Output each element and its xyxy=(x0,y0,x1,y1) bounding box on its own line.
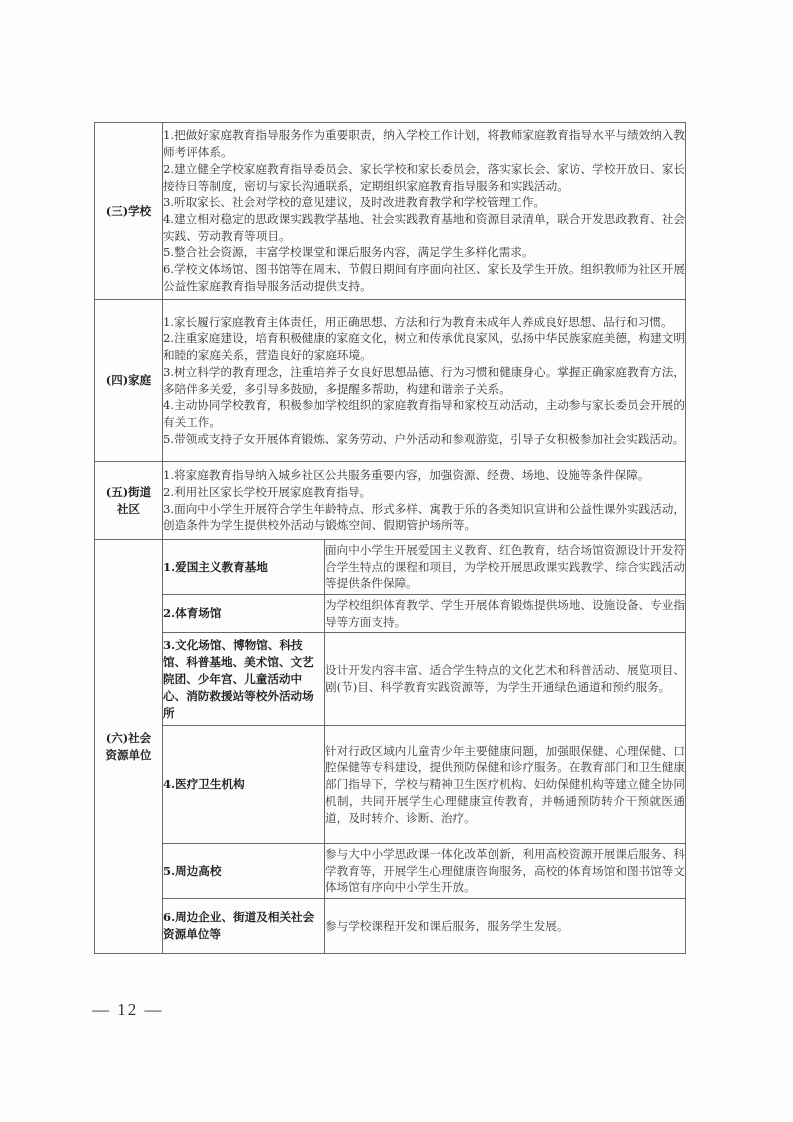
category-label-school: (三)学校 xyxy=(95,123,163,300)
list-item: 2.建立健全学校家庭教育指导委员会、家长学校和家长委员会，落实家长会、家访、学校开放日、家长接待日等制度，密切与家长沟通联系，定期组织家庭教育指导服务和实践活动。 xyxy=(163,161,685,193)
family-duties xyxy=(163,300,686,462)
school-duties xyxy=(163,123,686,300)
category-label-line: (六)社会 xyxy=(105,730,152,745)
resource-name: 5.周边高校 xyxy=(163,844,325,899)
list-item: 3.听取家长、社会对学校的意见建议，及时改进教育教学和学校管理工作。 xyxy=(163,195,546,210)
list-item: 6.学校文体场馆、图书馆等在周末、节假日期间有序面向社区、家长及学生开放。组织教师为社区开展公益性家庭教育指导服务活动提供支持。 xyxy=(163,262,685,293)
category-label-family: (四)家庭 xyxy=(95,300,163,462)
list-item: 3.面向中小学生开展符合学生年龄特点、形式多样、寓教于乐的各类知识宣讲和公益性课外实践活动，创造条件为学生提供校外活动与锻炼空间、假期管护场所等。 xyxy=(163,501,685,533)
list-item: 1.将家庭教育指导纳入城乡社区公共服务重要内容，加强资源、经费、场地、设施等条件保障。 xyxy=(163,468,650,483)
resource-desc: 为学校组织体育教学、学生开展体育锻炼提供场地、设施设备、专业指导等方面支持。 xyxy=(325,595,686,633)
table-row-social-resource xyxy=(95,899,686,954)
resource-desc: 设计开发内容丰富、适合学生特点的文化艺术和科普活动、展览项目、剧(节)目、科学教育实践资源等，为学生开通绿色通道和预约服务。 xyxy=(325,633,686,726)
category-label-line: (五)街道 xyxy=(105,484,152,499)
table-row-social-resource xyxy=(95,726,686,844)
resource-desc: 面向中小学生开展爱国主义教育、红色教育，结合场馆资源设计开发符合学生特点的课程和项目，为学校开展思政课实践教学、综合实践活动等提供条件保障。 xyxy=(325,540,686,595)
table-row-social-resource xyxy=(95,633,686,726)
list-item: 5.带领或支持子女开展体育锻炼、家务劳动、户外活动和参观游览，引导子女积极参加社会实践活动。 xyxy=(163,431,685,446)
list-item: 1.把做好家庭教育指导服务作为重要职责，纳入学校工作计划，将教师家庭教育指导水平与绩效纳入教师考评体系。 xyxy=(163,128,685,160)
resource-name: 3.文化场馆、博物馆、科技馆、科普基地、美术馆、文艺院团、少年宫、儿童活动中心、消防救援站等校外活动场所 xyxy=(163,633,325,726)
category-label-line: 社区 xyxy=(117,501,140,516)
list-item: 4.主动协同学校教育，积极参加学校组织的家庭教育指导和家校互动活动，主动参与家长委员会开展的有关工作。 xyxy=(163,398,685,429)
page-number: — 12 — xyxy=(92,1000,164,1019)
resource-desc: 针对行政区域内儿童青少年主要健康问题，加强眼保健、心理保健、口腔保健等专科建设，提供预防保健和诊疗服务。在教育部门和卫生健康部门指导下，学校与精神卫生医疗机构、妇幼保健机构等建立健全协同机制，共同开展学生心理健康宣传教育，并畅通预防转介干预就医通道，及时转介、诊断、治疗。 xyxy=(325,726,686,844)
table-row-social-resource xyxy=(95,844,686,899)
list-item: 3.树立科学的教育理念，注重培养子女良好思想品德、行为习惯和健康身心。掌握正确家庭教育方法，多陪伴多关爱，多引导多鼓励，多提醒多帮助，构建和谐亲子关系。 xyxy=(163,364,685,396)
table-row-school xyxy=(95,123,686,300)
resource-desc: 参与学校课程开发和课后服务，服务学生发展。 xyxy=(325,899,686,954)
table-row-family xyxy=(95,300,686,462)
list-item: 5.整合社会资源，丰富学校课堂和课后服务内容，满足学生多样化需求。 xyxy=(163,245,534,260)
table-row-social-resource xyxy=(95,595,686,633)
category-label-community xyxy=(95,462,163,540)
resource-name: 4.医疗卫生机构 xyxy=(163,726,325,844)
list-item: 4.建立相对稳定的思政课实践教学基地、社会实践教育基地和资源目录清单，联合开发思政教育、社会实践、劳动教育等项目。 xyxy=(163,212,685,243)
resource-name: 2.体育场馆 xyxy=(163,595,325,633)
category-label-social-resource xyxy=(95,540,163,954)
list-item: 2.注重家庭建设，培育积极健康的家庭文化，树立和传承优良家风，弘扬中华民族家庭美德，构建文明和睦的家庭关系，营造良好的家庭环境。 xyxy=(163,331,685,363)
resource-name: 1.爱国主义教育基地 xyxy=(163,540,325,595)
list-item: 2.利用社区家长学校开展家庭教育指导。 xyxy=(163,484,372,499)
responsibility-table xyxy=(94,122,686,954)
resource-desc: 参与大中小学思政课一体化改革创新，利用高校资源开展课后服务、科学教育等，开展学生心理健康咨询服务，高校的体育场馆和图书馆等文体场馆有序向中小学生开放。 xyxy=(325,844,686,899)
table-row-community xyxy=(95,462,686,540)
category-label-line: 资源单位 xyxy=(105,747,152,762)
list-item: 1.家长履行家庭教育主体责任，用正确思想、方法和行为教育未成年人养成良好思想、品行和习惯。 xyxy=(163,314,673,329)
community-duties xyxy=(163,462,686,540)
table-row-social-resource xyxy=(95,540,686,595)
resource-name: 6.周边企业、街道及相关社会资源单位等 xyxy=(163,899,325,954)
